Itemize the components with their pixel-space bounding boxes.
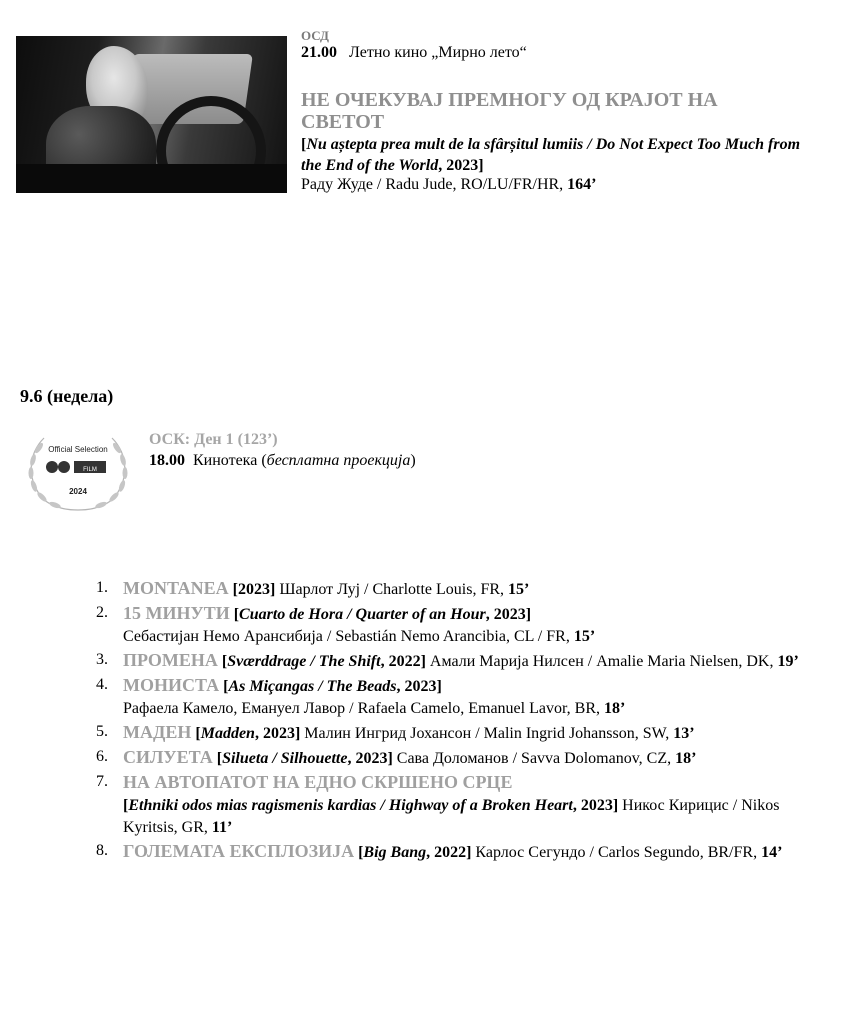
film-still-image (16, 36, 287, 193)
list-item: 6. СИЛУЕТА [Silueta / Silhouette, 2023] Сава Доломанов / Savva Dolomanov, CZ, 18’ (96, 747, 697, 767)
film-list (96, 577, 816, 865)
list-item: 4. МОНИСТА [As Miçangas / The Beads, 2023] Рафаела Камело, Емануел Лавор / Rafaela Camelo, Emanuel Lavor, BR, 18’ (96, 675, 626, 717)
badge-mark: FILM (83, 467, 97, 473)
program-title: ОСК: Ден 1 (123’) (149, 431, 278, 448)
list-item: 5. МАДЕН [Madden, 2023] Малин Ингрид Јохансон / Malin Ingrid Johansson, SW, 13’ (96, 722, 695, 742)
screening-time: 21.00 (301, 44, 337, 61)
list-item: 1. MONTANEA [2023] Шарлот Луј / Charlotte Louis, FR, 15’ (96, 578, 530, 598)
list-item: 7. НА АВТОПАТОТ НА ЕДНО СКРШЕНО СРЦЕ [Ethniki odos mias ragismenis kardias / Highway of a Broken Heart, 2023] Никос Кирицис / Nikos Kyritsis, GR, 11’ (96, 772, 780, 836)
original-title: [Nu aștepta prea mult de la sfârșitul lumiis / Do Not Expect Too Much from the End of the World, 2023] (301, 136, 801, 174)
list-item: 8. ГОЛЕМАТА ЕКСПЛОЗИЈА [Big Bang, 2022] Карлос Сегундо / Carlos Segundo, BR/FR, 14’ (96, 841, 783, 861)
film-title: НЕ ОЧЕКУВАЈ ПРЕМНОГУ ОД КРАЈОТ НА СВЕТОТ (301, 89, 718, 133)
program-label: ОСД (301, 28, 329, 43)
badge-year: 2024 (69, 487, 87, 496)
director-line: Раду Жуде / Radu Jude, RO/LU/FR/HR, 164’ (301, 176, 597, 193)
screening-time-venue: 18.00 Кинотека (бесплатна проекција) (149, 452, 416, 469)
screening-time-venue (301, 44, 527, 62)
badge-label: Official Selection (48, 445, 108, 454)
list-item: 2. 15 МИНУТИ [Cuarto de Hora / Quarter of an Hour, 2023] Себастијан Немо Арансибија / Sebastián Nemo Arancibia, CL / FR, 15’ (96, 603, 596, 645)
day-heading: 9.6 (недела) (20, 386, 114, 406)
screening-venue: Летно кино „Мирно лето“ (349, 44, 527, 61)
list-item: 3. ПРОМЕНА [Sværddrage / The Shift, 2022] Амали Марија Нилсен / Amalie Maria Nielsen, DK, 19’ (96, 650, 799, 670)
official-selection-laurel-icon (22, 430, 134, 512)
